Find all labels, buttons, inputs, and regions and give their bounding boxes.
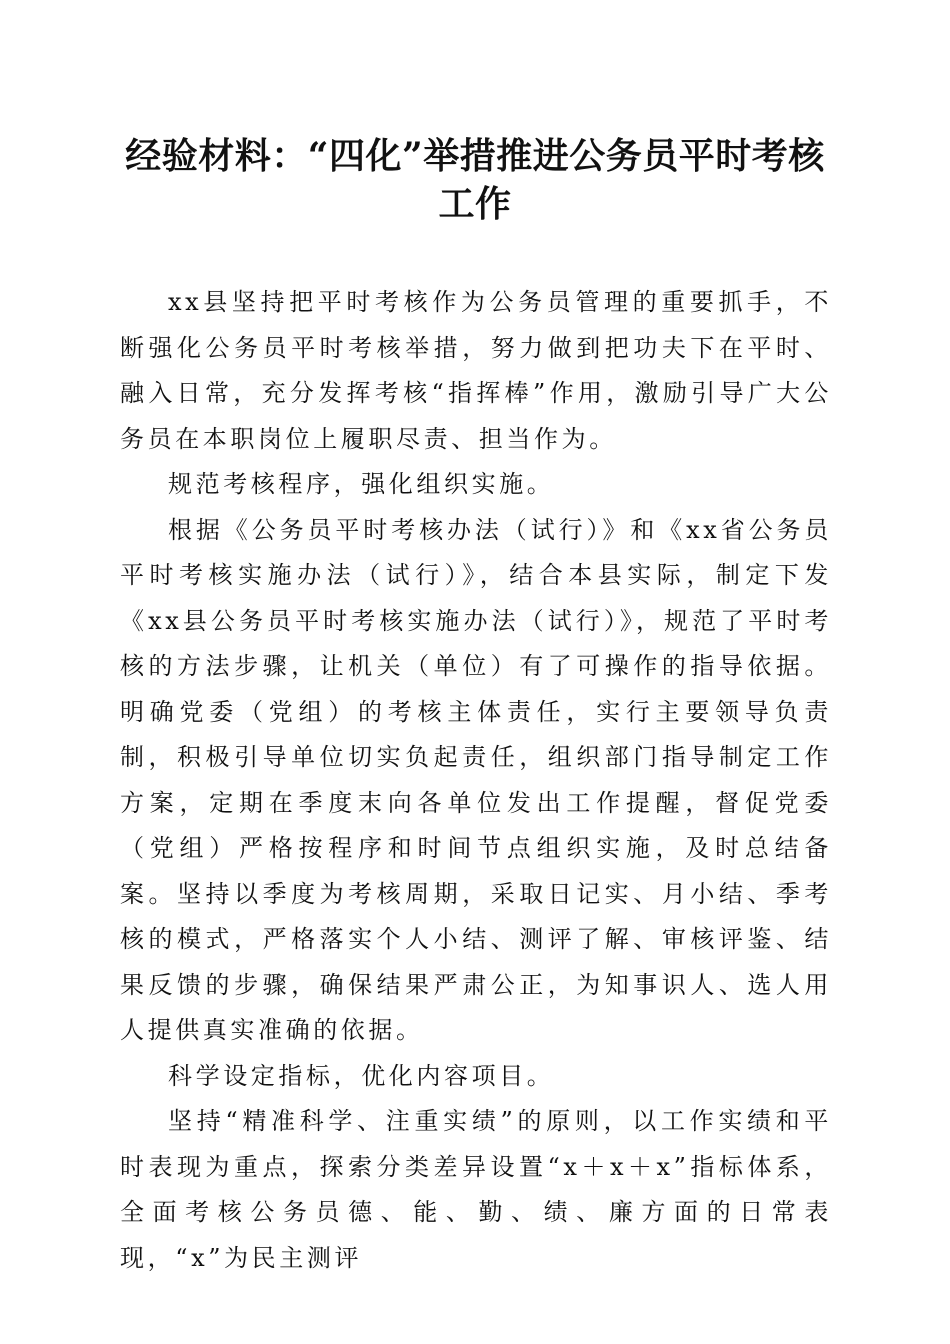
section-heading-indicators: 科学设定指标，优化内容项目。 bbox=[168, 1061, 555, 1090]
paragraph-indicators: 坚持“精准科学、注重实绩”的原则，以工作实绩和平时表现为重点，探索分类差异设置“x＋x＋x”指标体系，全面考核公务员德、能、勤、绩、廉方面的日常表现，“x”为民主测评 bbox=[120, 1107, 832, 1272]
document-title: 经验材料：“四化”举措推进公务员平时考核工作 bbox=[125, 135, 825, 225]
document-body bbox=[120, 280, 832, 1281]
paragraph-procedure: 根据《公务员平时考核办法（试行）》和《xx省公务员平时考核实施办法（试行）》，结合本县实际，制定下发《xx县公务员平时考核实施办法（试行）》，规范了平时考核的方法步骤，让机关（单位）有了可操作的指导依据。明确党委（党组）的考核主体责任，实行主要领导负责制，积极引导单位切实负起责任，组织部门指导制定工作方案，定期在季度末向各单位发出工作提醒，督促党委（党组）严格按程序和时间节点组织实施，及时总结备案。坚持以季度为考核周期，采取日记实、月小结、季考核的模式，严格落实个人小结、测评了解、审核评鉴、结果反馈的步骤，确保结果严肃公正，为知事识人、选人用人提供真实准确的依据。 bbox=[120, 515, 832, 1044]
paragraph-intro: xx县坚持把平时考核作为公务员管理的重要抓手，不断强化公务员平时考核举措，努力做到把功夫下在平时、融入日常，充分发挥考核“指挥棒”作用，激励引导广大公务员在本职岗位上履职尽责、担当作为。 bbox=[120, 288, 832, 453]
section-heading-procedure: 规范考核程序，强化组织实施。 bbox=[168, 470, 555, 498]
